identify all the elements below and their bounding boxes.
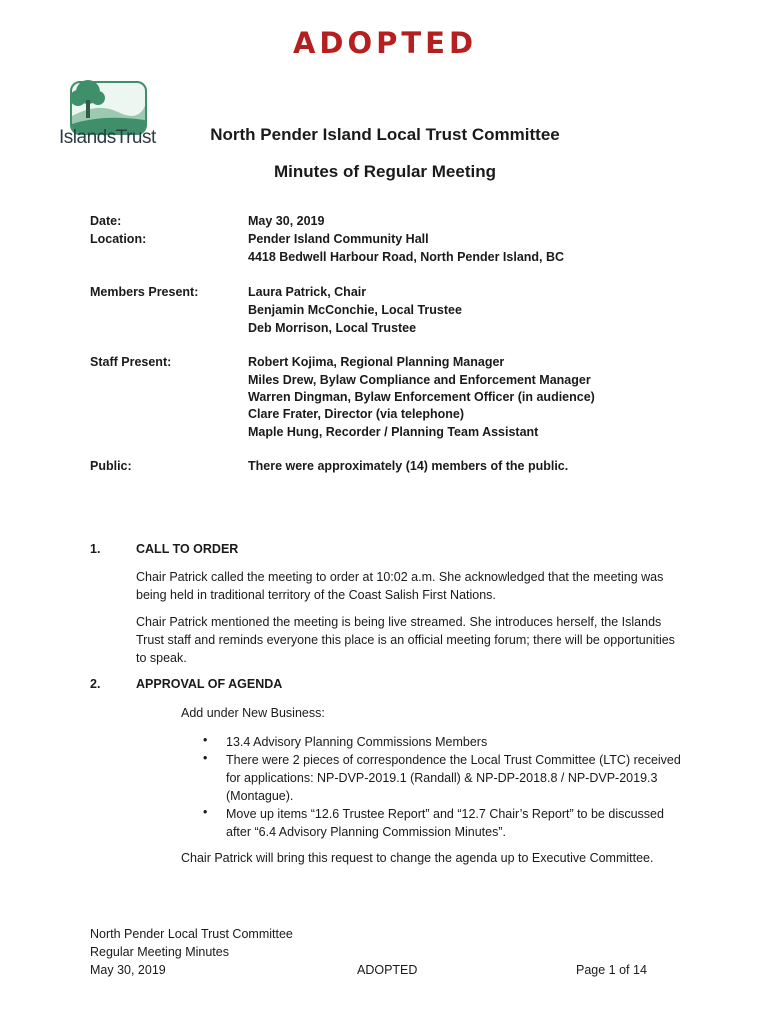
agenda-bullet: Move up items “12.6 Trustee Report” and “12.7 Chair’s Report” to be discussed after “6.4 Advisory Planning Commission Minutes”. (226, 807, 664, 839)
location-line-1: Pender Island Community Hall (248, 232, 429, 246)
footer-document: Regular Meeting Minutes (90, 945, 229, 959)
minutes-title: Minutes of Regular Meeting (274, 162, 496, 181)
section-1-number: 1. (90, 542, 101, 556)
adopted-stamp: ADOPTED (292, 26, 478, 60)
staff-item: Maple Hung, Recorder / Planning Team Assistant (248, 425, 539, 439)
footer-page-number: Page 1 of 14 (576, 963, 647, 977)
staff-item: Clare Frater, Director (via telephone) (248, 407, 465, 421)
staff-item: Miles Drew, Bylaw Compliance and Enforcement Manager (248, 373, 591, 387)
member-item: Deb Morrison, Local Trustee (248, 321, 417, 335)
section-1-paragraph-1: Chair Patrick called the meeting to order at 10:02 a.m. She acknowledged that the meeting was being held in traditional territory of the Coast Salish First Nations. (136, 570, 664, 602)
bullet-icon: • (203, 805, 208, 819)
location-line-2: 4418 Bedwell Harbour Road, North Pender Island, BC (248, 250, 565, 264)
committee-title: North Pender Island Local Trust Committee (210, 125, 560, 144)
location-label: Location: (90, 232, 147, 246)
footer-date: May 30, 2019 (90, 963, 166, 977)
footer-committee: North Pender Local Trust Committee (90, 927, 293, 941)
section-2-intro: Add under New Business: (181, 706, 325, 720)
section-2-number: 2. (90, 677, 101, 691)
bullet-icon: • (203, 751, 208, 765)
bullet-icon: • (203, 733, 208, 747)
staff-item: Warren Dingman, Bylaw Enforcement Officer (in audience) (248, 390, 595, 404)
member-item: Benjamin McConchie, Local Trustee (248, 303, 462, 317)
member-item: Laura Patrick, Chair (248, 285, 367, 299)
section-1-heading: CALL TO ORDER (136, 542, 239, 556)
members-label: Members Present: (90, 285, 199, 299)
staff-item: Robert Kojima, Regional Planning Manager (248, 355, 505, 369)
date-label: Date: (90, 214, 122, 228)
staff-label: Staff Present: (90, 355, 172, 369)
agenda-bullet: There were 2 pieces of correspondence the Local Trust Committee (LTC) received for applications: NP-DVP-2019.1 (Randall) & NP-DP-2018.8 / NP-DVP-2019.3 (Montague). (226, 753, 681, 803)
islands-trust-logo-text: IslandsTrust (59, 127, 156, 148)
public-value: There were approximately (14) members of the public. (248, 459, 569, 473)
public-label: Public: (90, 459, 132, 473)
section-1-paragraph-2: Chair Patrick mentioned the meeting is being live streamed. She introduces herself, the Islands Trust staff and reminds everyone this place is an official meeting forum; there will be opportunities to speak. (136, 615, 675, 665)
section-2-closing: Chair Patrick will bring this request to change the agenda up to Executive Committee. (181, 851, 654, 865)
section-2-heading: APPROVAL OF AGENDA (136, 677, 283, 691)
agenda-bullet: 13.4 Advisory Planning Commissions Members (226, 735, 488, 749)
date-value: May 30, 2019 (248, 214, 325, 228)
footer-status: ADOPTED (357, 963, 418, 977)
